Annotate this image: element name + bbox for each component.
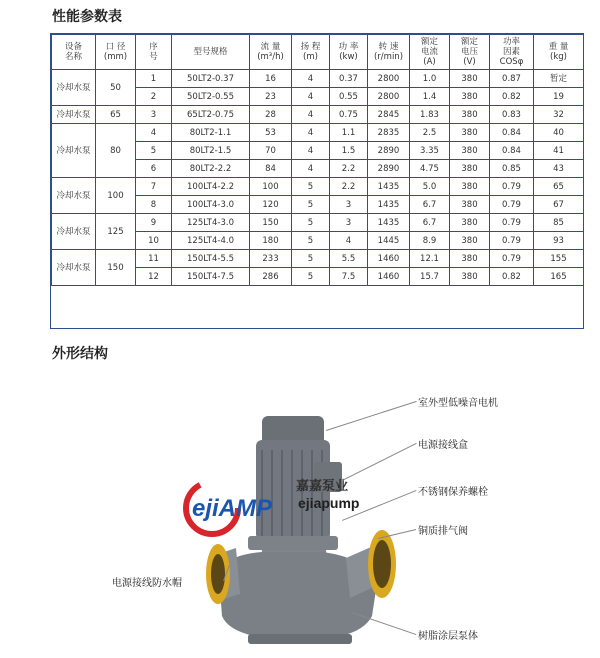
table-cell: 0.79: [490, 178, 534, 196]
header-cell: 额定 电压 (V): [450, 35, 490, 70]
header-cell: 序 号: [136, 35, 172, 70]
header-cell: 功 率 (kw): [330, 35, 368, 70]
table-cell: 0.37: [330, 70, 368, 88]
appearance-title: 外形结构: [52, 346, 108, 362]
part-label: 电源接线防水帽: [112, 578, 182, 589]
device-name-cell: 冷却水泵: [52, 214, 96, 250]
device-name-cell: 冷却水泵: [52, 124, 96, 178]
table-cell: 16: [250, 70, 292, 88]
table-cell: 1.83: [410, 106, 450, 124]
table-cell: 380: [450, 124, 490, 142]
table-cell: 380: [450, 88, 490, 106]
diameter-cell: 50: [96, 70, 136, 106]
watermark-text: ejiapump: [298, 495, 360, 511]
table-cell: 155: [534, 250, 584, 268]
table-cell: 7: [136, 178, 172, 196]
logo-chinese: 嘉嘉泵业: [296, 479, 349, 494]
table-cell: 380: [450, 178, 490, 196]
part-label: 室外型低噪音电机: [418, 398, 498, 409]
device-name-cell: 冷却水泵: [52, 106, 96, 124]
table-cell: 180: [250, 232, 292, 250]
table-cell: 5: [292, 232, 330, 250]
table-row: [52, 70, 584, 88]
table-cell: 1435: [368, 196, 410, 214]
table-cell: 1445: [368, 232, 410, 250]
table-cell: 0.84: [490, 124, 534, 142]
table-row: [52, 124, 584, 142]
table-cell: 3: [136, 106, 172, 124]
header-cell: 重 量 (kg): [534, 35, 584, 70]
part-label: 不锈钢保养螺栓: [418, 487, 488, 498]
table-cell: 5: [136, 142, 172, 160]
table-cell: 4: [136, 124, 172, 142]
table-cell: 5: [292, 196, 330, 214]
header-cell: 型号规格: [172, 35, 250, 70]
diameter-cell: 65: [96, 106, 136, 124]
table-cell: 6.7: [410, 214, 450, 232]
table-cell: 150: [250, 214, 292, 232]
table-cell: 380: [450, 142, 490, 160]
logo-text: ejiAMP: [192, 495, 273, 522]
table-cell: 2.5: [410, 124, 450, 142]
table-cell: 6: [136, 160, 172, 178]
pump-foot: [248, 634, 352, 644]
table-cell: 2.2: [330, 160, 368, 178]
header-cell: 流 量 (m³/h): [250, 35, 292, 70]
table-cell: 65: [534, 178, 584, 196]
table-cell: 5.5: [330, 250, 368, 268]
table-cell: 0.79: [490, 232, 534, 250]
table-cell: 12.1: [410, 250, 450, 268]
diameter-cell: 125: [96, 214, 136, 250]
table-cell: 7.5: [330, 268, 368, 286]
table-cell: 150LT4-5.5: [172, 250, 250, 268]
table-cell: 0.79: [490, 196, 534, 214]
table-cell: 5: [292, 178, 330, 196]
table-cell: 380: [450, 106, 490, 124]
table-cell: 41: [534, 142, 584, 160]
table-cell: 0.84: [490, 142, 534, 160]
part-label: 树脂涂层泵体: [418, 631, 478, 642]
table-cell: 1460: [368, 250, 410, 268]
device-name-cell: 冷却水泵: [52, 70, 96, 106]
table-cell: 165: [534, 268, 584, 286]
table-cell: 4: [330, 232, 368, 250]
table-cell: 6.7: [410, 196, 450, 214]
table-cell: 0.85: [490, 160, 534, 178]
table-cell: 2890: [368, 142, 410, 160]
table-cell: 50LT2-0.55: [172, 88, 250, 106]
table-cell: 5: [292, 250, 330, 268]
header-cell: 转 速 (r/min): [368, 35, 410, 70]
table-cell: 380: [450, 268, 490, 286]
table-cell: 8: [136, 196, 172, 214]
table-cell: 0.79: [490, 214, 534, 232]
table-cell: 70: [250, 142, 292, 160]
table-cell: 2.2: [330, 178, 368, 196]
table-cell: 380: [450, 160, 490, 178]
table-cell: 4.75: [410, 160, 450, 178]
motor-flange: [248, 536, 338, 550]
table-cell: 11: [136, 250, 172, 268]
table-cell: 85: [534, 214, 584, 232]
table-cell: 4: [292, 124, 330, 142]
table-header-row: [52, 35, 584, 70]
table-cell: 380: [450, 250, 490, 268]
table-cell: 80LT2-1.1: [172, 124, 250, 142]
table-cell: 100: [250, 178, 292, 196]
table-cell: 380: [450, 70, 490, 88]
header-cell: 扬 程 (m): [292, 35, 330, 70]
table-cell: 2845: [368, 106, 410, 124]
table-cell: 4: [292, 160, 330, 178]
spec-table: [51, 34, 584, 320]
table-cell: 3: [330, 196, 368, 214]
table-cell: 4: [292, 70, 330, 88]
table-cell: 5: [292, 268, 330, 286]
table-cell: 12: [136, 268, 172, 286]
device-name-cell: 冷却水泵: [52, 178, 96, 214]
table-cell: 2: [136, 88, 172, 106]
diameter-cell: 80: [96, 124, 136, 178]
table-cell: 0.83: [490, 106, 534, 124]
table-cell: 3.35: [410, 142, 450, 160]
empty-row: [52, 286, 584, 321]
table-cell: 0.82: [490, 88, 534, 106]
table-cell: 84: [250, 160, 292, 178]
table-cell: 暂定: [534, 70, 584, 88]
table-cell: 0.79: [490, 250, 534, 268]
table-cell: 40: [534, 124, 584, 142]
table-cell: 1.1: [330, 124, 368, 142]
table-cell: 0.87: [490, 70, 534, 88]
table-cell: 28: [250, 106, 292, 124]
table-cell: 100LT4-3.0: [172, 196, 250, 214]
table-cell: 1435: [368, 178, 410, 196]
table-cell: 80LT2-2.2: [172, 160, 250, 178]
performance-table: [50, 33, 584, 329]
table-cell: 1435: [368, 214, 410, 232]
table-cell: 8.9: [410, 232, 450, 250]
diameter-cell: 100: [96, 178, 136, 214]
table-cell: 4: [292, 142, 330, 160]
table-cell: 2835: [368, 124, 410, 142]
header-cell: 口 径 (mm): [96, 35, 136, 70]
table-cell: 50LT2-0.37: [172, 70, 250, 88]
table-cell: 1: [136, 70, 172, 88]
table-cell: 380: [450, 196, 490, 214]
table-cell: 286: [250, 268, 292, 286]
table-cell: 80LT2-1.5: [172, 142, 250, 160]
table-cell: 19: [534, 88, 584, 106]
table-cell: 65LT2-0.75: [172, 106, 250, 124]
table-cell: 93: [534, 232, 584, 250]
pump-illustration: [0, 358, 600, 658]
table-cell: 1460: [368, 268, 410, 286]
table-cell: 1.4: [410, 88, 450, 106]
header-cell: 设备 名称: [52, 35, 96, 70]
table-cell: 1.5: [330, 142, 368, 160]
table-cell: 380: [450, 232, 490, 250]
table-cell: 32: [534, 106, 584, 124]
table-row: [52, 214, 584, 232]
table-cell: 5.0: [410, 178, 450, 196]
table-cell: 53: [250, 124, 292, 142]
table-cell: 120: [250, 196, 292, 214]
table-row: [52, 178, 584, 196]
table-cell: 43: [534, 160, 584, 178]
part-label: 电源接线盒: [418, 440, 468, 451]
table-cell: 125LT4-3.0: [172, 214, 250, 232]
table-cell: 23: [250, 88, 292, 106]
table-cell: 10: [136, 232, 172, 250]
table-cell: 1.0: [410, 70, 450, 88]
table-row: [52, 106, 584, 124]
table-cell: 125LT4-4.0: [172, 232, 250, 250]
performance-title: 性能参数表: [52, 9, 122, 25]
table-cell: 2800: [368, 88, 410, 106]
table-cell: 9: [136, 214, 172, 232]
diameter-cell: 150: [96, 250, 136, 286]
table-cell: 150LT4-7.5: [172, 268, 250, 286]
header-cell: 功率 因素 COSφ: [490, 35, 534, 70]
table-cell: 2890: [368, 160, 410, 178]
table-cell: 2800: [368, 70, 410, 88]
table-cell: 67: [534, 196, 584, 214]
header-cell: 额定 电流 (A): [410, 35, 450, 70]
table-cell: 0.55: [330, 88, 368, 106]
table-cell: 0.82: [490, 268, 534, 286]
table-cell: 100LT4-2.2: [172, 178, 250, 196]
table-cell: 4: [292, 106, 330, 124]
table-cell: 233: [250, 250, 292, 268]
device-name-cell: 冷却水泵: [52, 250, 96, 286]
table-cell: 3: [330, 214, 368, 232]
table-cell: 0.75: [330, 106, 368, 124]
table-cell: 15.7: [410, 268, 450, 286]
table-cell: 5: [292, 214, 330, 232]
table-cell: 4: [292, 88, 330, 106]
part-label: 铜质排气阀: [418, 526, 468, 537]
table-cell: 380: [450, 214, 490, 232]
table-row: [52, 250, 584, 268]
